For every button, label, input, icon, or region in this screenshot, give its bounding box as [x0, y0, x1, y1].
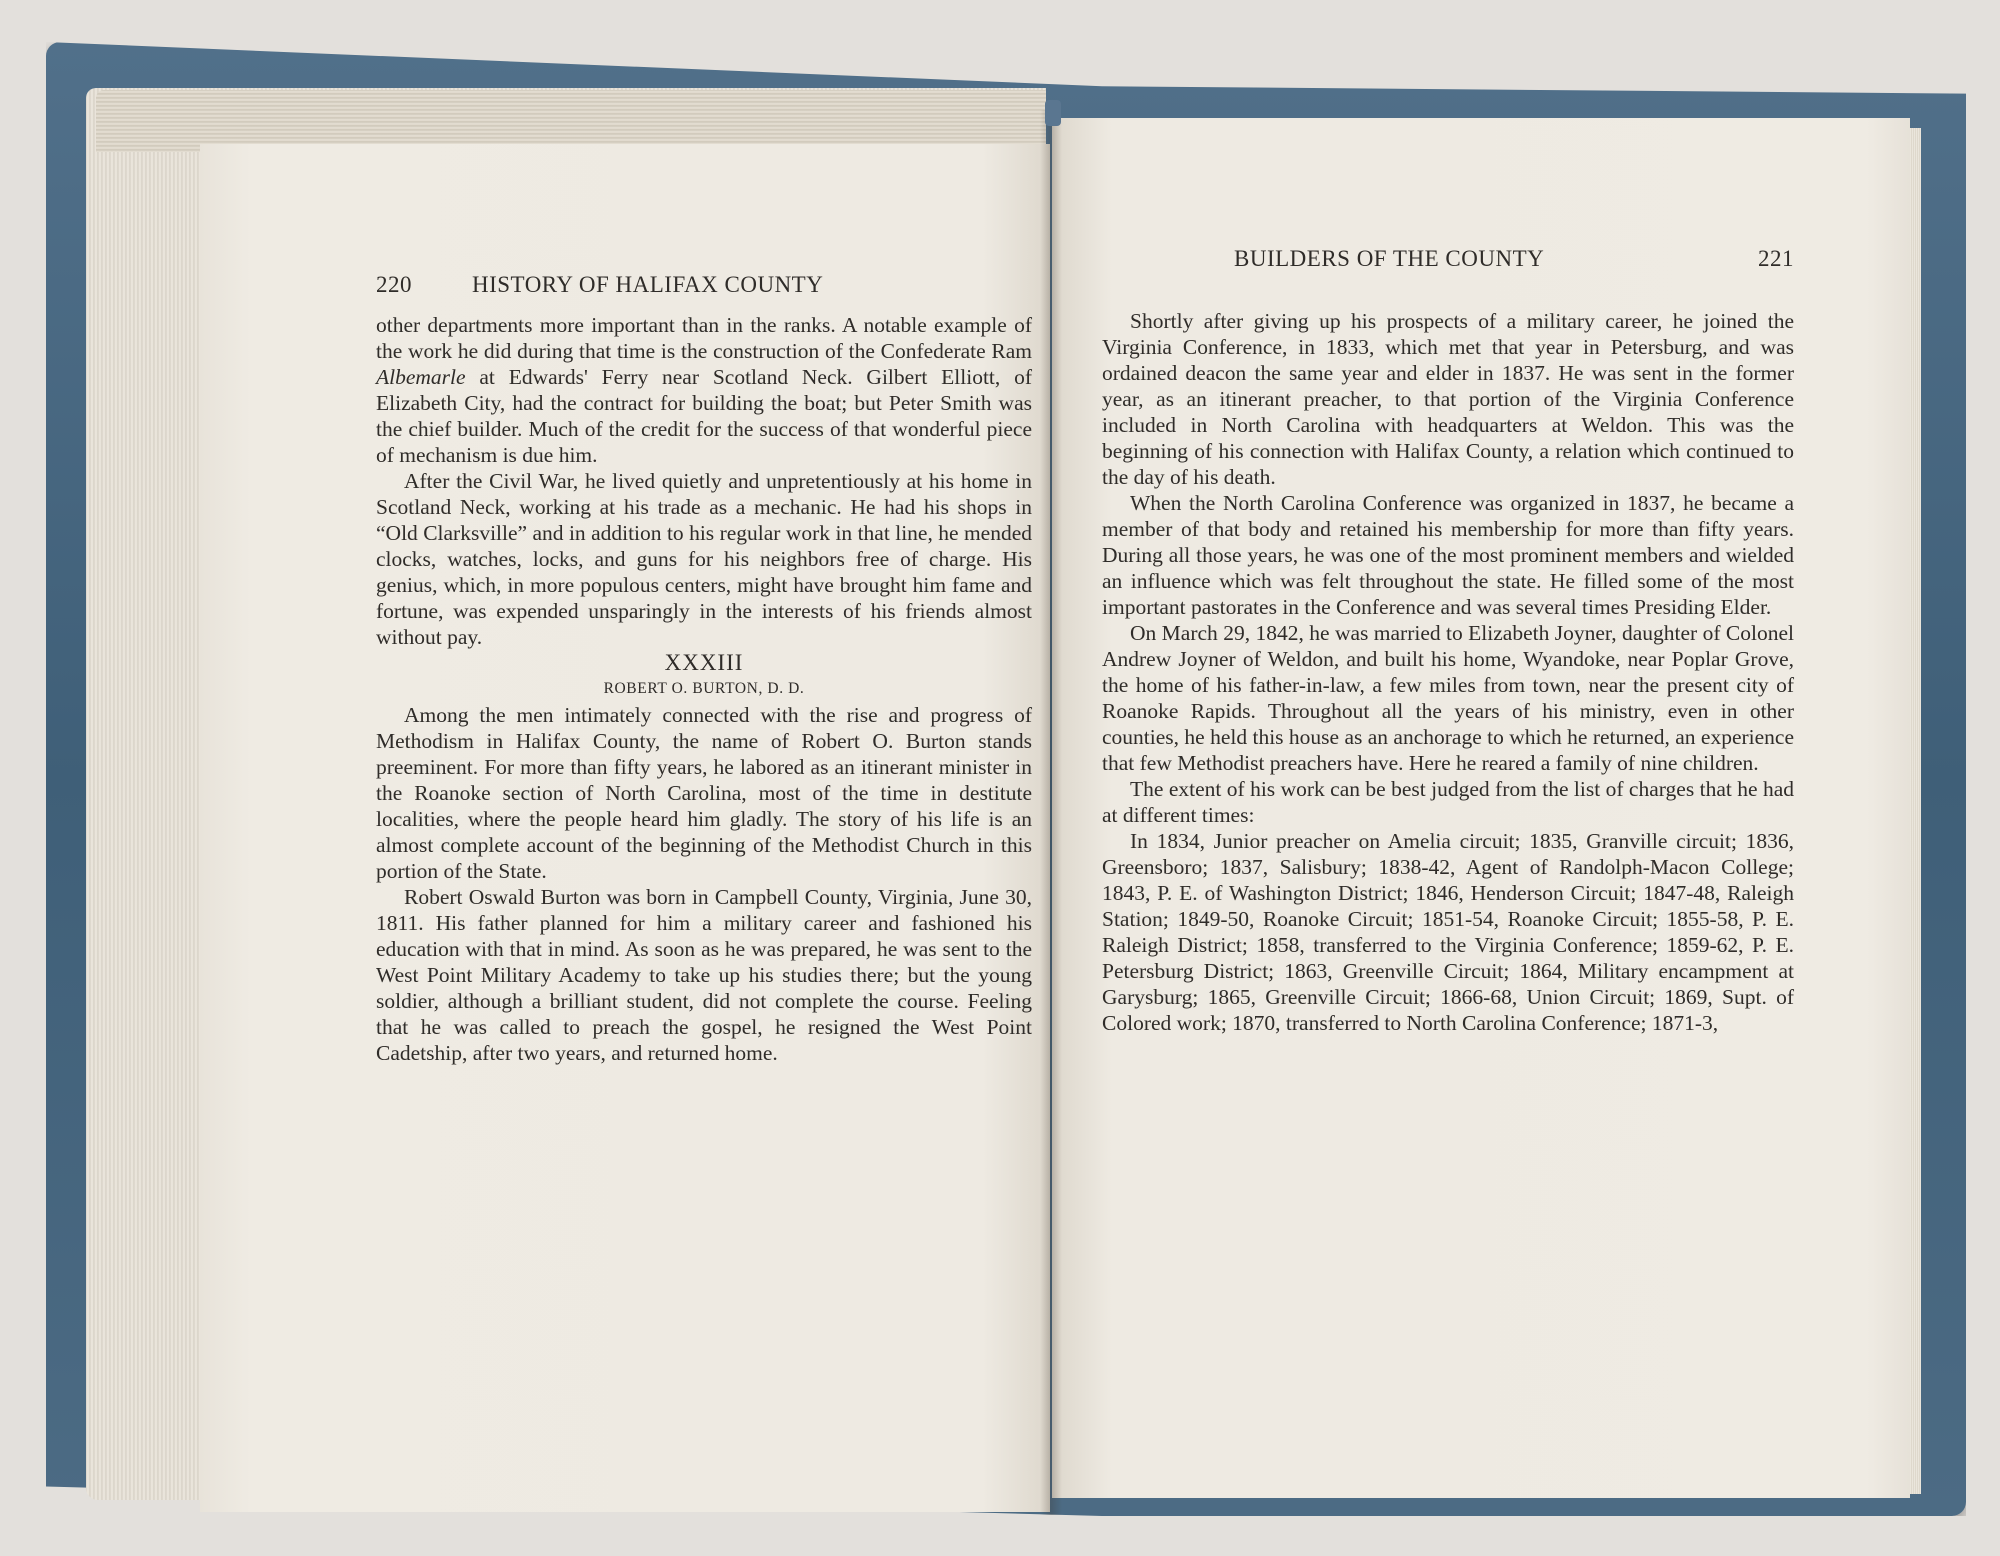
left-running-title: HISTORY OF HALIFAX COUNTY [472, 272, 824, 297]
book-gutter [1040, 110, 1062, 1515]
right-running-title: BUILDERS OF THE COUNTY [1234, 246, 1545, 271]
right-paragraph-5: In 1834, Junior preacher on Amelia circuit; 1835, Granville circuit; 1836, Greensboro; 1837, Salisbury; 1838-42, Agent of Randolph-Macon College; 1843, P. E. of Washington District; 1846, Henderson Circuit; 1847-48, Raleigh Station; 1849-50, Roanoke Circuit; 1851-54, Roanoke Circuit; 1855-58, P. E. Raleigh District; 1858, transferred to the Virginia Conference; 1859-62, P. E. Petersburg District; 1863, Greenville Circuit; 1864, Military encampment at Garysburg; 1865, Greenville Circuit; 1866-68, Union Circuit; 1869, Supt. of Colored work; 1870, transferred to North Carolina Conference; 1871-3, [1102, 829, 1794, 1035]
right-page [1052, 118, 1910, 1498]
right-paragraph-2: When the North Carolina Conference was organized in 1837, he became a member of that body and retained his membership for more than fifty years. During all those years, he was one of the most prominent members and wielded an influence which was felt throughout the state. He filled some of the most important pastorates in the Conference and was several times Presiding Elder. [1102, 491, 1794, 619]
right-page-number: 221 [1758, 246, 1794, 271]
spine-top [1045, 100, 1061, 126]
right-paragraph-1: Shortly after giving up his prospects of a military career, he joined the Virginia Conference, in 1833, which met that year in Petersburg, and was ordained deacon the same year and elder in 1837. He was sent in the former year, as an itinerant preacher, to that portion of the Virginia Conference included in North Carolina with headquarters at Weldon. This was the beginning of his connection with Halifax County, a relation which continued to the day of his death. [1102, 309, 1794, 489]
right-page-body [1102, 308, 1794, 1036]
right-paragraph-3: On March 29, 1842, he was married to Elizabeth Joyner, daughter of Colonel Andrew Joyner of Weldon, and built his home, Wyandoke, near Poplar Grove, the home of his father-in-law, a few miles from town, near the present city of Roanoke Rapids. Throughout all the years of his ministry, even in other counties, he held this house as an anchorage to which he returned, an experience that few Methodist preachers have. Here he reared a family of nine children. [1102, 621, 1794, 775]
right-running-head [1234, 246, 1794, 272]
left-paragraph-2: After the Civil War, he lived quietly and unpretentiously at his home in Scotland Neck, working at his trade as a mechanic. He had his shops in “Old Clarksville” and in addition to his regular work in that line, he mended clocks, watches, locks, and guns for his neighbors free of charge. His genius, which, in more populous centers, might have brought him fame and fortune, was expended unsparingly in the interests of his friends almost without pay. [376, 469, 1032, 649]
left-page [200, 144, 1050, 1512]
ship-name-italic: Albemarle [376, 365, 466, 389]
left-page-number: 220 [376, 272, 412, 297]
left-paragraph-3: Among the men intimately connected with the rise and progress of Methodism in Halifax County, the name of Robert O. Burton stands preeminent. For more than fifty years, he labored as an itinerant minister in the Roanoke section of North Carolina, most of the time in destitute localities, where the people heard him gladly. The story of his life is an almost complete account of the beginning of the Methodist Church in this portion of the State. [376, 703, 1032, 883]
left-paragraph-4: Robert Oswald Burton was born in Campbell County, Virginia, June 30, 1811. His father planned for him a military career and fashioned his education with that in mind. As soon as he was prepared, he was sent to the West Point Military Academy to take up his studies there; but the young soldier, although a brilliant student, did not complete the course. Feeling that he was called to preach the gospel, he resigned the West Point Cadetship, after two years, and returned home. [376, 885, 1032, 1065]
right-paragraph-4: The extent of his work can be best judged from the list of charges that he had at different times: [1102, 777, 1794, 827]
chapter-number: XXXIII [664, 650, 744, 675]
chapter-title: ROBERT O. BURTON, D. D. [603, 680, 805, 697]
page-top-edges [96, 90, 1046, 152]
left-page-body [376, 312, 1032, 1066]
left-paragraph-1: other departments more important than in the ranks. A notable example of the work he did during that time is the construction of the Confederate Ram Albemarle at Edwards' Ferry near Scotland Neck. Gilbert Elliott, of Elizabeth City, had the contract for building the boat; but Peter Smith was the chief builder. Much of the credit for the success of that wonderful piece of mechanism is due him. [376, 313, 1032, 467]
